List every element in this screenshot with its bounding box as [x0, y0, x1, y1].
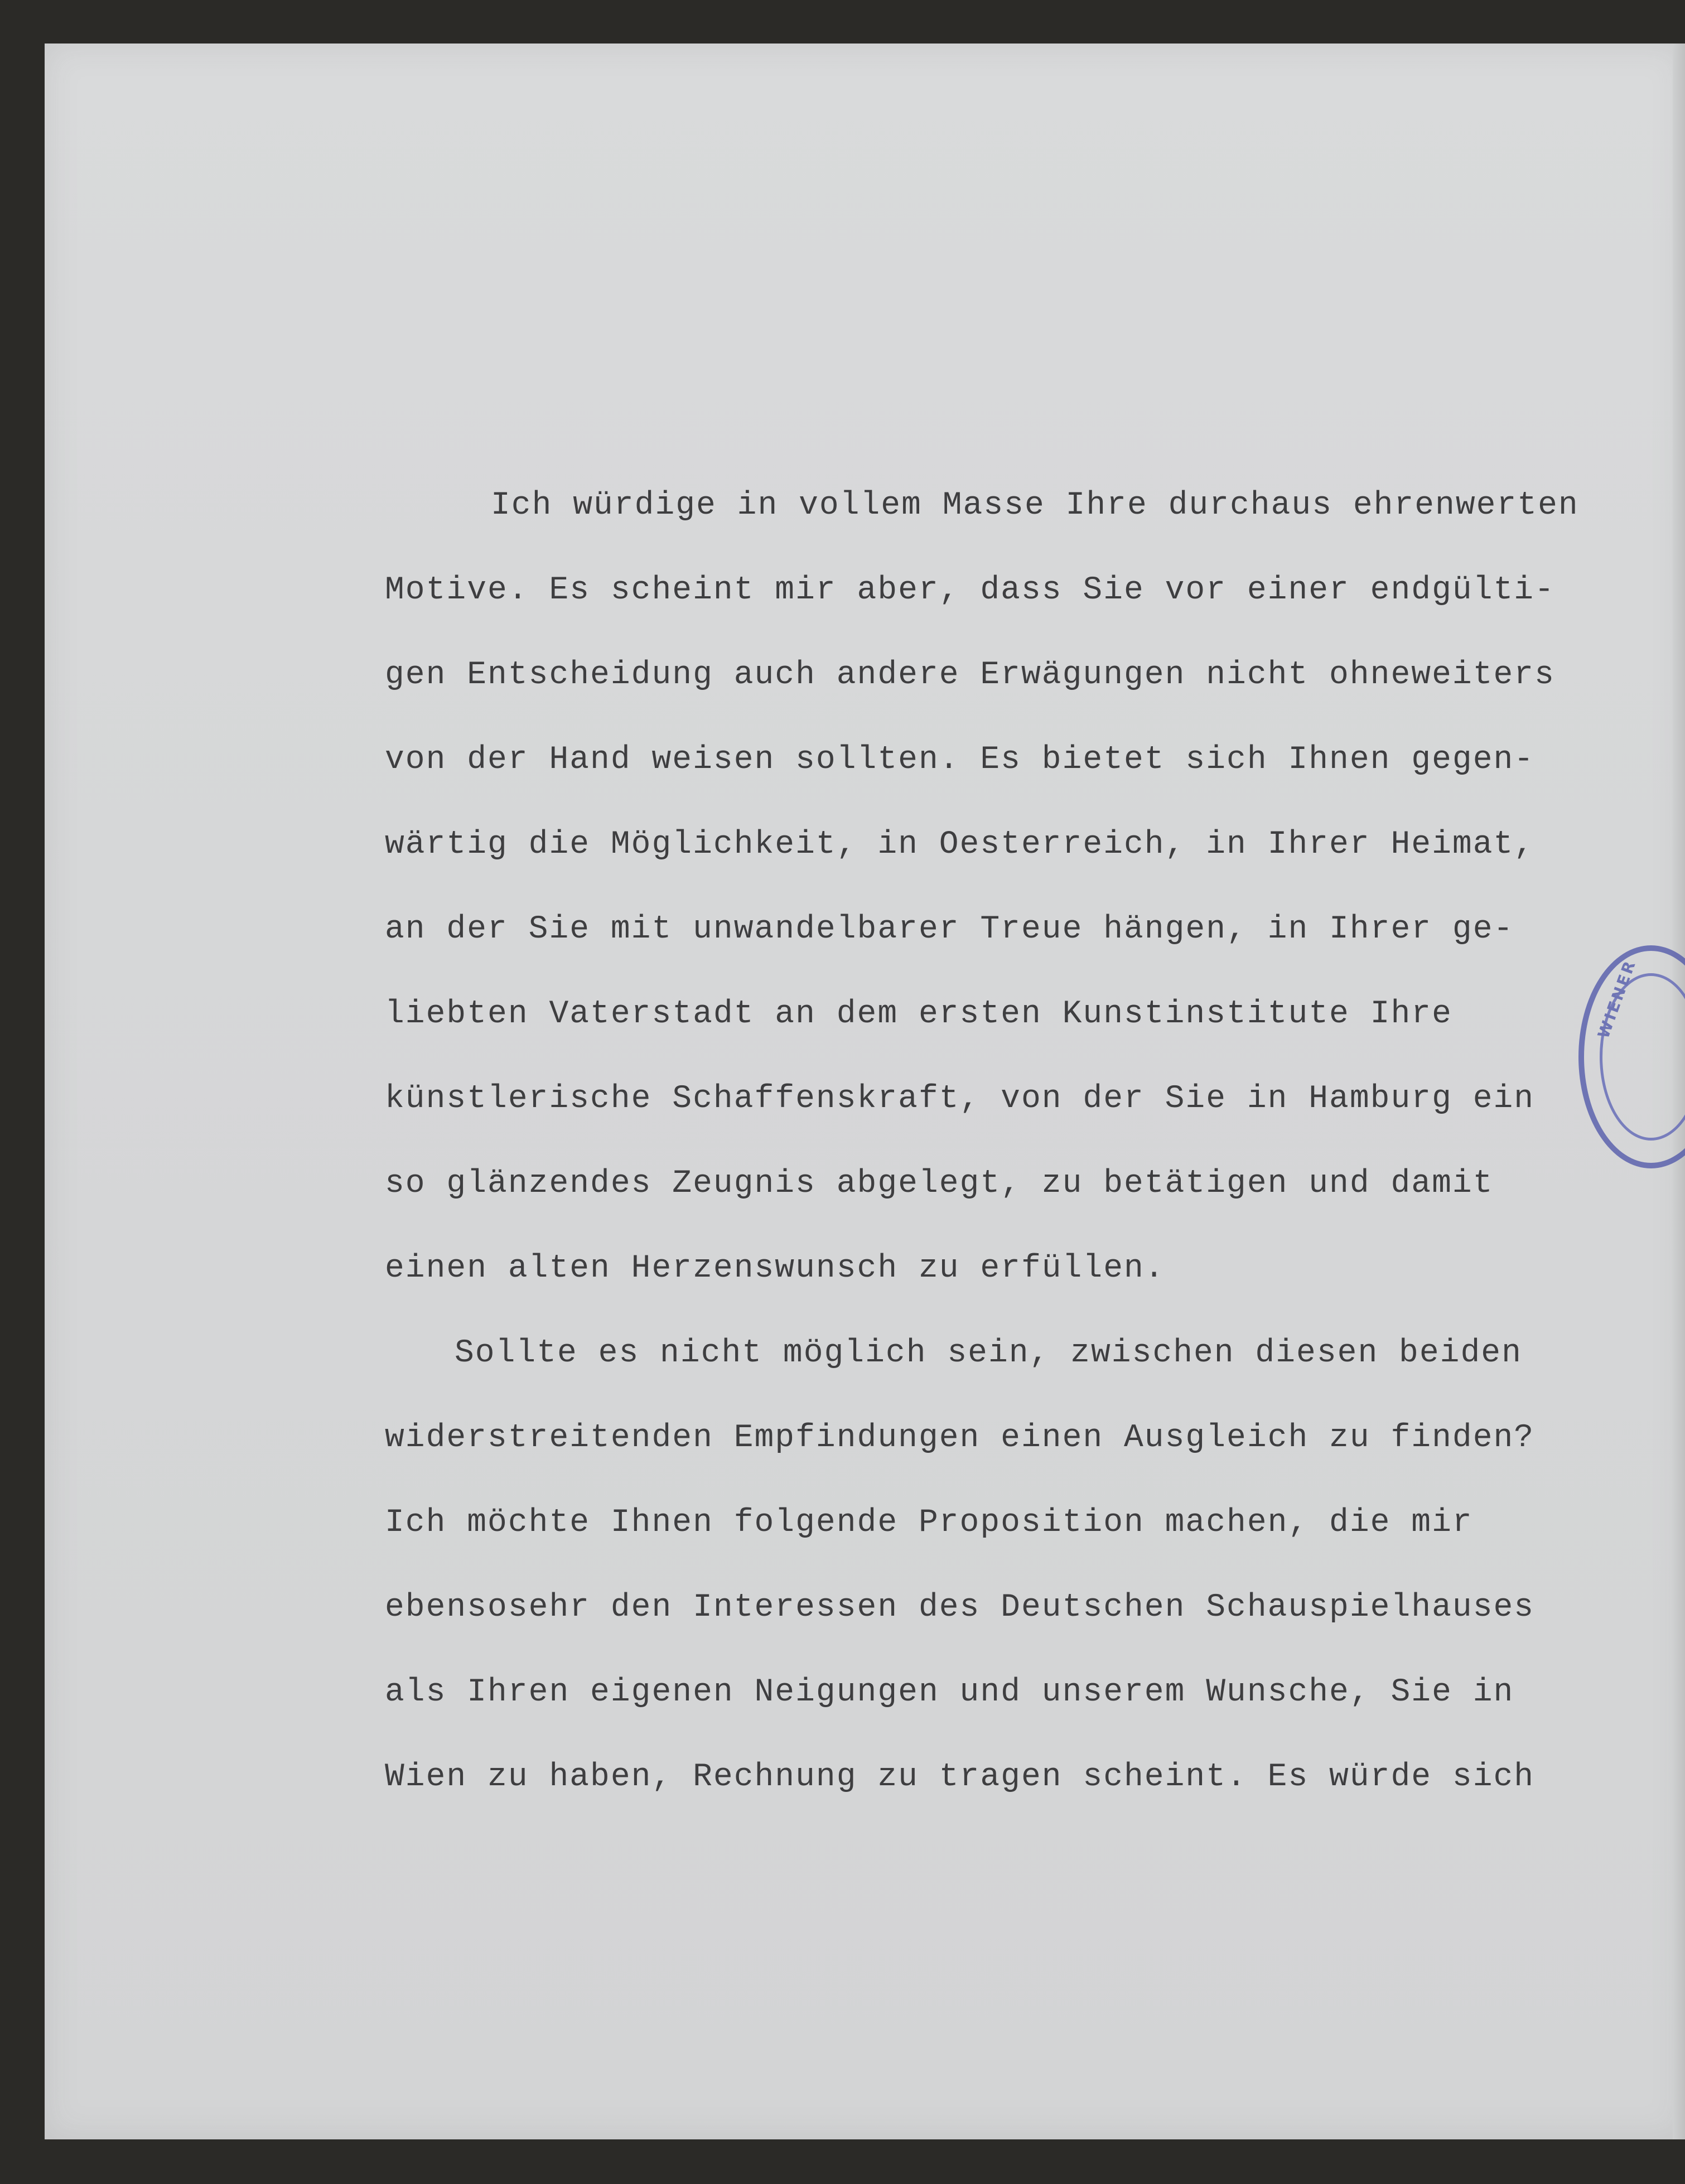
text-line: Sollte es nicht möglich sein, zwischen diesen beiden [455, 1335, 1522, 1371]
text-line: von der Hand weisen sollten. Es bietet sich Ihnen gegen- [385, 742, 1535, 778]
text-line: als Ihren eigenen Neigungen und unserem Wunsche, Sie in [385, 1674, 1514, 1711]
text-line: liebten Vaterstadt an dem ersten Kunstinstitute Ihre [385, 996, 1452, 1032]
text-line: Wien zu haben, Rechnung zu tragen scheint. Es würde sich [385, 1759, 1535, 1795]
text-line: Ich würdige in vollem Masse Ihre durchaus ehrenwerten [491, 487, 1579, 524]
text-line: an der Sie mit unwandelbarer Treue hängen, in Ihrer ge- [385, 911, 1514, 948]
text-line: ebensosehr den Interessen des Deutschen Schauspielhauses [385, 1589, 1535, 1626]
text-line: so glänzendes Zeugnis abgelegt, zu betätigen und damit [385, 1166, 1494, 1202]
text-line: künstlerische Schaffenskraft, von der Sie in Hamburg ein [385, 1081, 1535, 1117]
text-line: Motive. Es scheint mir aber, dass Sie vor einer endgülti- [385, 572, 1555, 608]
text-line: einen alten Herzenswunsch zu erfüllen. [385, 1250, 1165, 1287]
letter-page [45, 44, 1685, 2139]
text-line: widerstreitenden Empfindungen einen Ausgleich zu finden? [385, 1420, 1535, 1456]
stamp-text: WIENER [1594, 956, 1640, 1041]
text-line: wärtig die Möglichkeit, in Oesterreich, in Ihrer Heimat, [385, 827, 1535, 863]
letter-body [45, 44, 1685, 2139]
text-line: gen Entscheidung auch andere Erwägungen nicht ohneweiters [385, 657, 1555, 693]
text-line: Ich möchte Ihnen folgende Proposition machen, die mir [385, 1505, 1473, 1541]
